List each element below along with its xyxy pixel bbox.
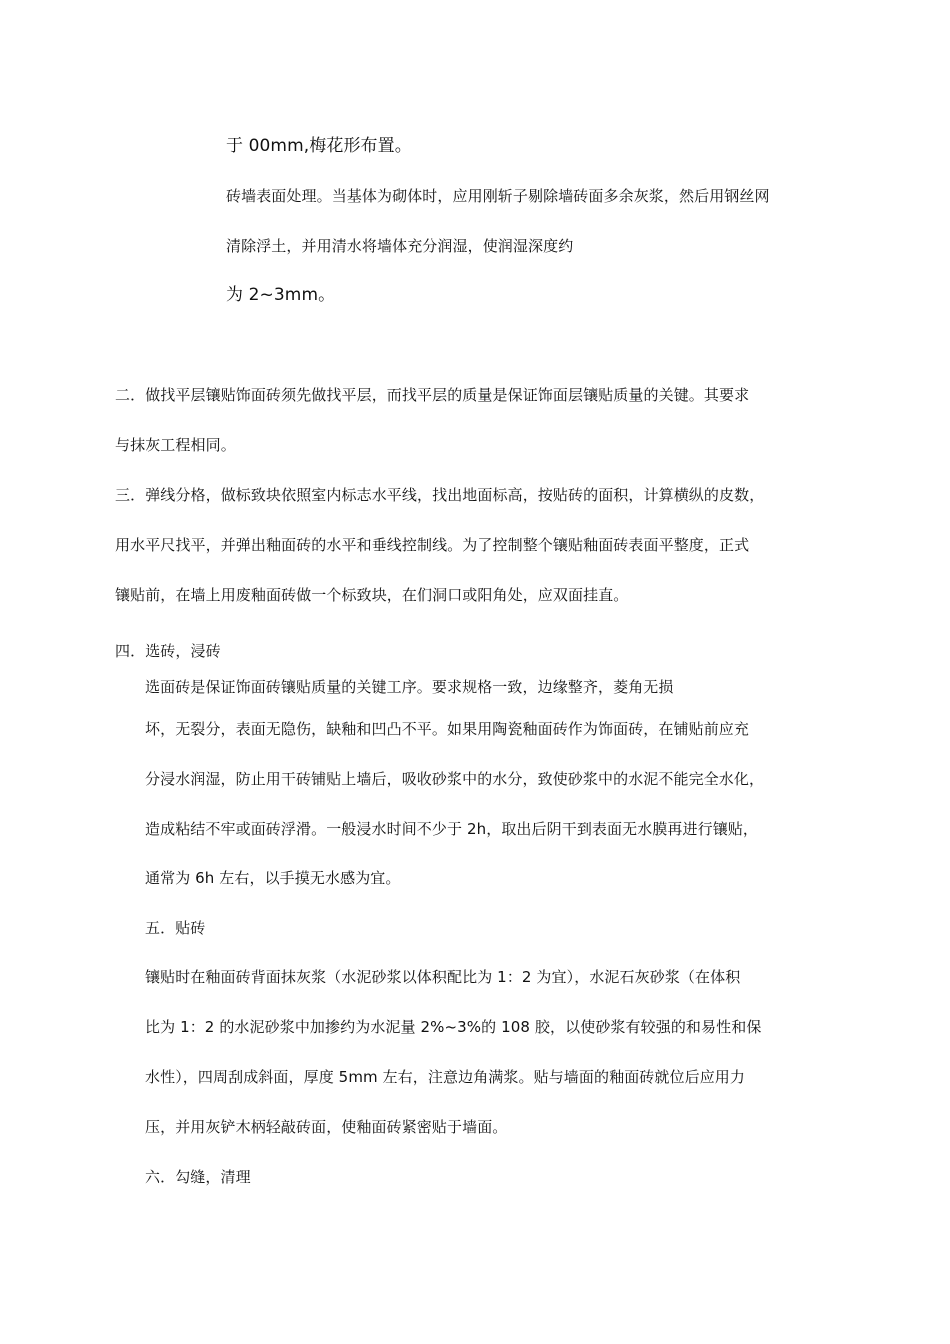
text-line: 镶贴前，在墙上用废釉面砖做一个标致块，在们洞口或阳角处，应双面挂直。: [115, 586, 629, 604]
section-heading: 三．弹线分格，做标致块依照室内标志水平线，找出地面标高，按贴砖的面积，计算横纵的皮数，: [115, 486, 765, 504]
text-line: 砖墙表面处理。当基体为砌体时，应用刚斩子剔除墙砖面多余灰浆，然后用钢丝网: [226, 187, 770, 205]
text-line: 于 00mm,梅花形布置。: [226, 136, 412, 156]
text-line: 清除浮土，并用清水将墙体充分润湿，使润湿深度约: [226, 237, 574, 255]
text-line: 水性），四周刮成斜面，厚度 5mm 左右，注意边角满浆。贴与墙面的釉面砖就位后应用力: [145, 1068, 746, 1086]
text-line: 通常为 6h 左右，以手摸无水感为宜。: [145, 869, 401, 887]
text-line: 选面砖是保证饰面砖镶贴质量的关键工序。要求规格一致，边缘整齐，菱角无损: [145, 678, 674, 696]
text-line: 坏，无裂分，表面无隐伤，缺釉和凹凸不平。如果用陶瓷釉面砖作为饰面砖，在铺贴前应充: [145, 720, 750, 738]
text-line: 分浸水润湿，防止用干砖铺贴上墙后，吸收砂浆中的水分，致使砂浆中的水泥不能完全水化，: [145, 770, 765, 788]
text-line: 比为 1：2 的水泥砂浆中加掺约为水泥量 2%~3%的 108 胶，以使砂浆有较强的和易性和保: [145, 1018, 762, 1036]
text-line: 与抹灰工程相同。: [115, 436, 236, 454]
text-line: 为 2~3mm。: [226, 285, 336, 305]
text-line: 镶贴时在釉面砖背面抹灰浆（水泥砂浆以体积配比为 1：2 为宜），水泥石灰砂浆（在体积: [145, 968, 741, 986]
section-heading: 六．勾缝，清理: [145, 1168, 251, 1186]
section-heading: 二．做找平层镶贴饰面砖须先做找平层，而找平层的质量是保证饰面层镶贴质量的关键。其要求: [115, 386, 750, 404]
text-line: 压，并用灰铲木柄轻敲砖面，使釉面砖紧密贴于墙面。: [145, 1118, 508, 1136]
section-heading: 四．选砖，浸砖: [115, 642, 221, 660]
section-heading: 五．贴砖: [145, 919, 206, 937]
text-line: 造成粘结不牢或面砖浮滑。一般浸水时间不少于 2h，取出后阴干到表面无水膜再进行镶贴，: [145, 820, 759, 838]
text-line: 用水平尺找平，并弹出釉面砖的水平和垂线控制线。为了控制整个镶贴釉面砖表面平整度，正式: [115, 536, 750, 554]
